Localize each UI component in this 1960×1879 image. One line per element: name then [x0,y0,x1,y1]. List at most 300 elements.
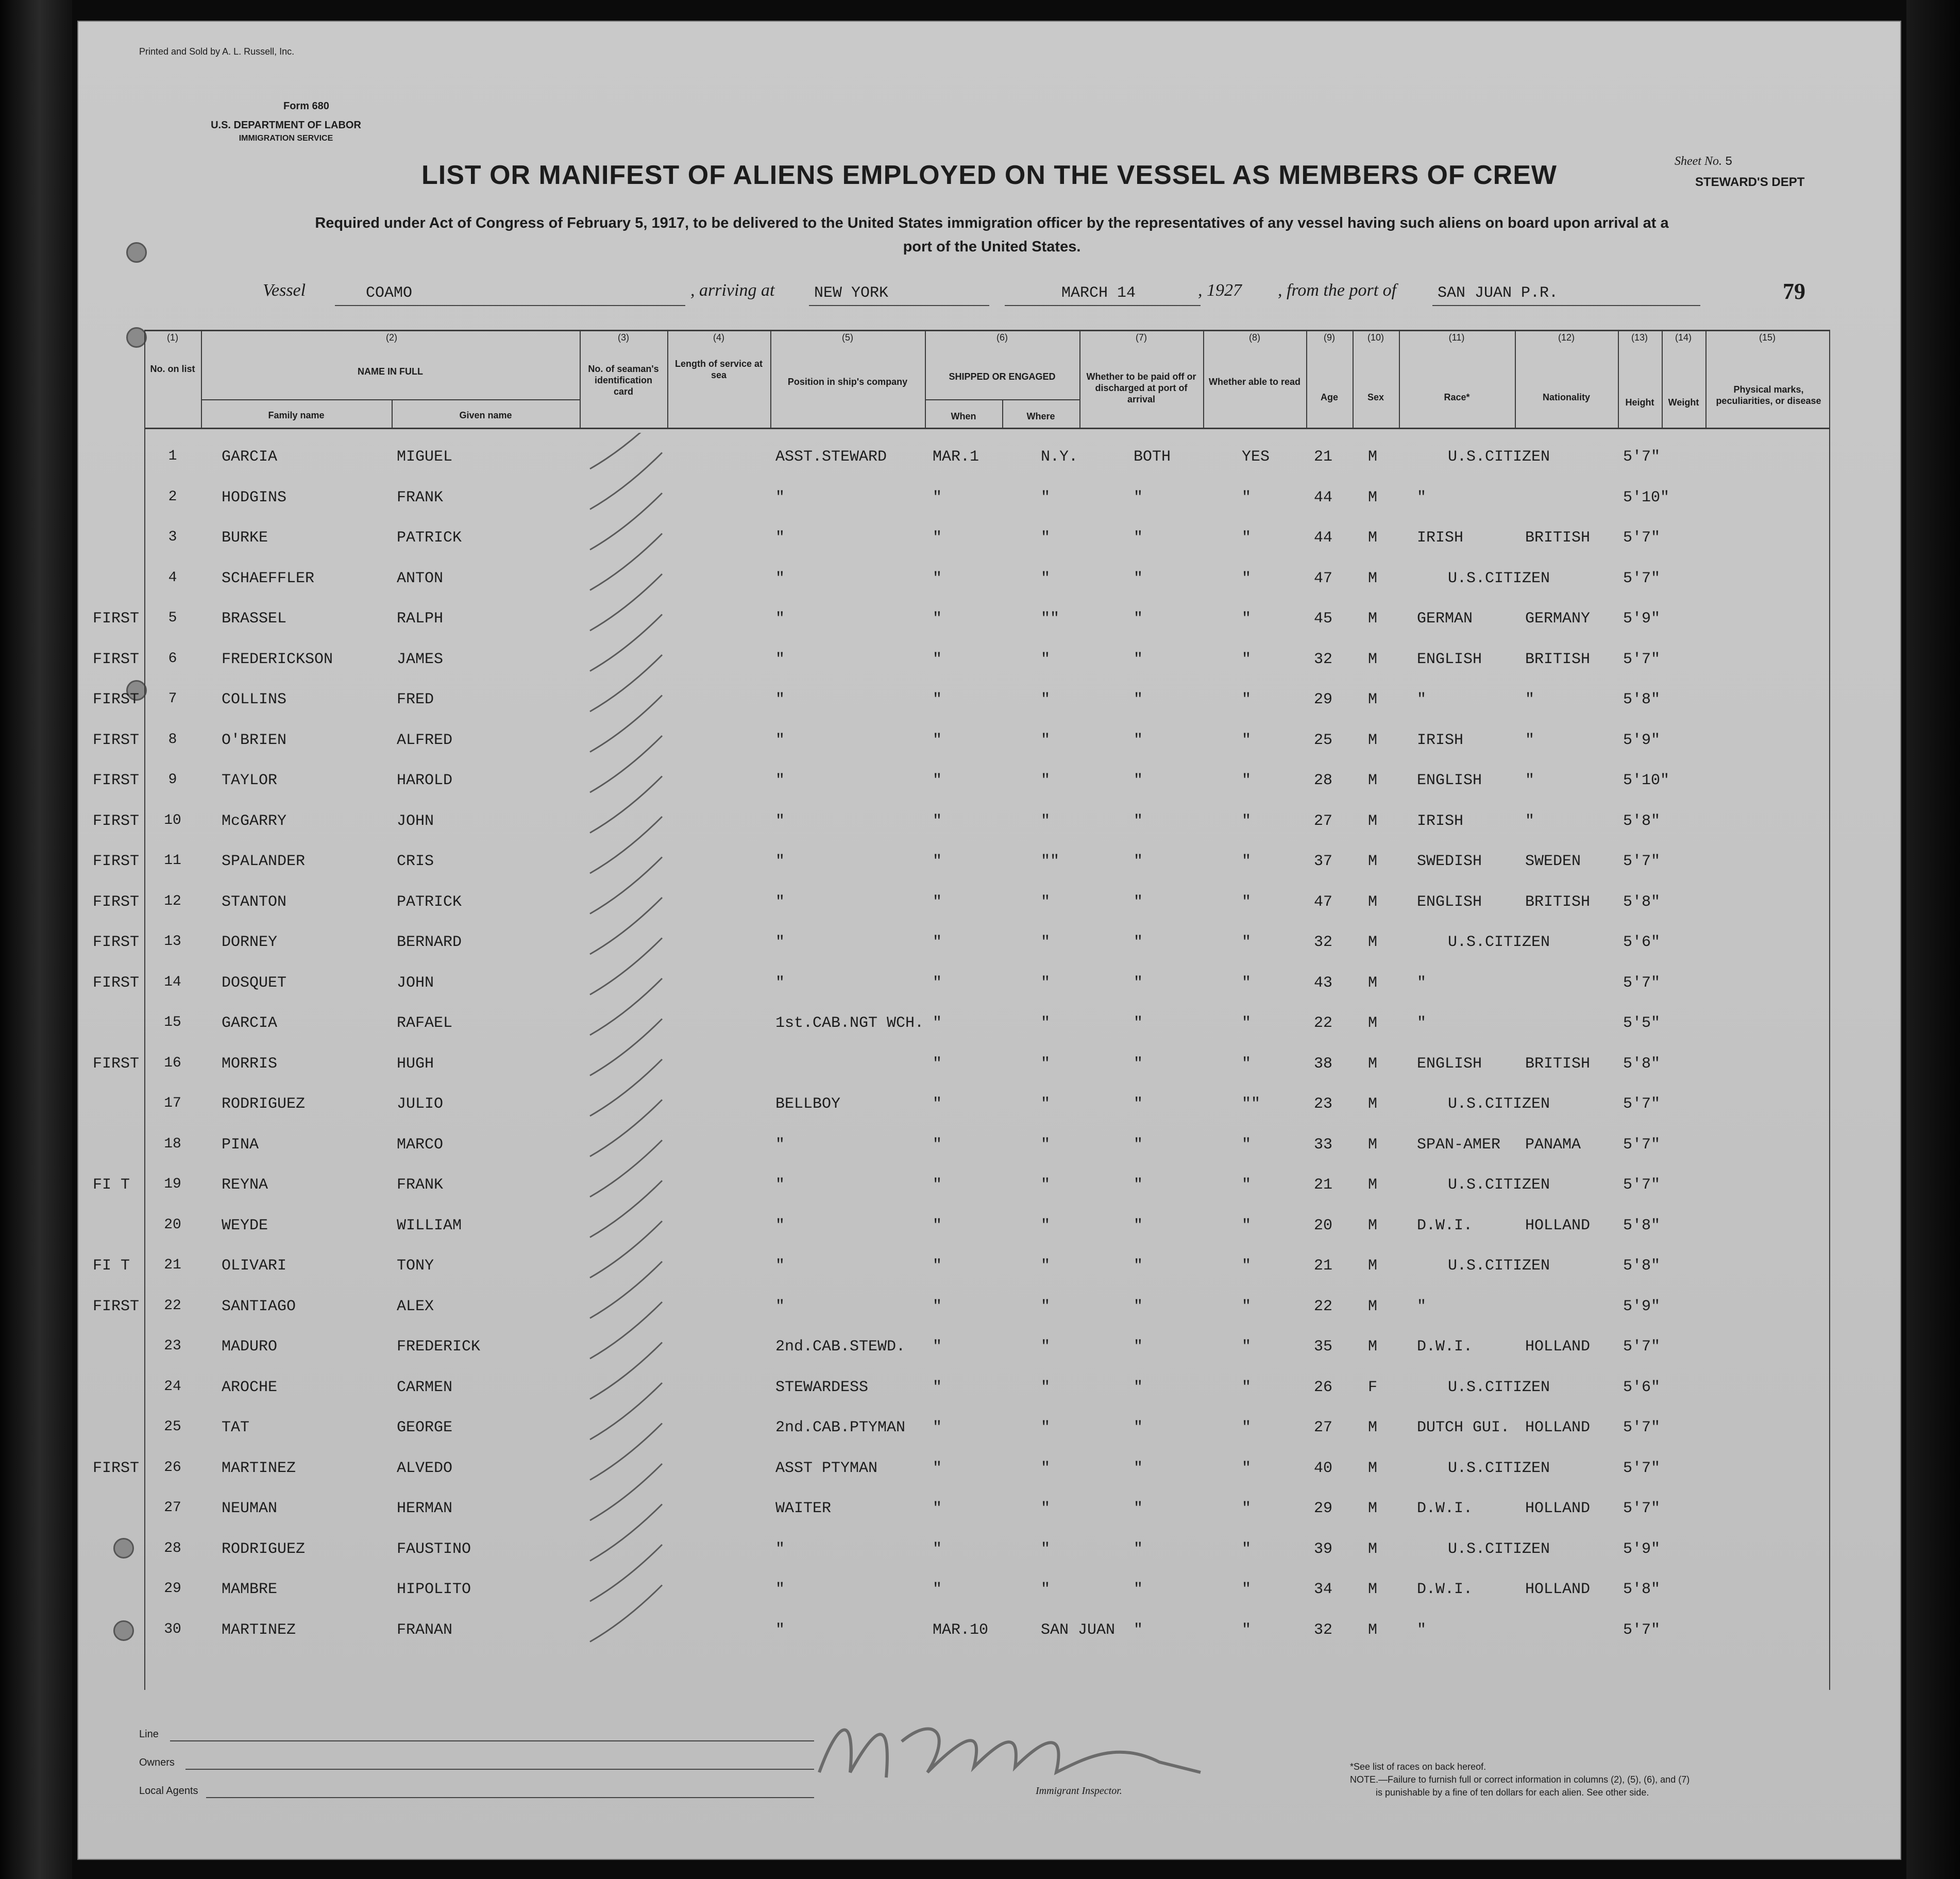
row-number: 10 [164,812,181,828]
position-cell: " [775,1217,785,1234]
family-name-cell: TAT [222,1419,250,1436]
family-name-cell: GARCIA [222,1014,278,1032]
race-cell: " [1417,1621,1427,1639]
column-number: (3) [618,332,629,343]
paid-off-cell: " [1134,974,1143,992]
given-name-cell: PATRICK [397,529,462,547]
when-cell: " [933,1338,942,1356]
when-cell: " [933,1419,942,1436]
family-name-cell: OLIVARI [222,1257,287,1275]
age-cell: 21 [1314,448,1333,466]
age-cell: 45 [1314,610,1333,628]
able-read-cell: " [1242,893,1252,911]
able-read-cell: " [1242,1581,1252,1598]
given-name-cell: RALPH [397,610,444,628]
able-read-cell: " [1242,974,1252,992]
where-cell: " [1041,772,1051,789]
family-name-cell: DORNEY [222,934,278,951]
able-read-cell: " [1242,732,1252,749]
race-cell: U.S.CITIZEN [1448,448,1550,466]
column-divider [1829,330,1830,1690]
header-when: When [951,411,976,421]
subtitle-line-1: Required under Act of Congress of February 5, 1917, to be delivered to the United States immigration officer by the representatives of any vessel having such aliens on board upon arrival at a [315,215,1669,231]
row-number: 24 [164,1379,181,1395]
column-divider [1399,330,1400,428]
position-cell: " [775,934,785,951]
sex-cell: F [1368,1379,1378,1396]
column-number: (7) [1136,332,1147,343]
height-cell: 5'7" [1623,1176,1661,1194]
where-cell: " [1041,1217,1051,1234]
position-cell: " [775,489,785,506]
when-cell: " [933,651,942,668]
row-number: 15 [164,1014,181,1030]
when-cell: " [933,1136,942,1154]
when-cell: " [933,853,942,870]
row-number: 12 [164,893,181,909]
column-number: (13) [1631,332,1648,343]
printer-note: Printed and Sold by A. L. Russell, Inc. [139,46,295,57]
race-cell: ENGLISH [1417,651,1482,668]
race-cell: SWEDISH [1417,853,1482,870]
row-number: 8 [168,732,177,748]
nationality-cell: HOLLAND [1525,1500,1591,1517]
height-cell: 5'9" [1623,732,1661,749]
given-name-cell: JAMES [397,651,444,668]
column-divider [1353,330,1354,428]
when-cell: " [933,529,942,547]
family-name-cell: MARTINEZ [222,1460,296,1477]
nationality-cell: HOLLAND [1525,1217,1591,1234]
header-top-rule [144,330,1829,331]
position-cell: ASST.STEWARD [775,448,887,466]
height-cell: 5'5" [1623,1014,1661,1032]
height-cell: 5'8" [1623,812,1661,830]
column-number: (14) [1675,332,1692,343]
sex-cell: M [1368,529,1378,547]
able-read-cell: " [1242,1176,1252,1194]
inspector-signature [799,1695,1262,1808]
sex-cell: M [1368,1136,1378,1154]
when-cell: " [933,570,942,587]
column-divider [580,330,581,428]
where-cell: " [1041,1014,1051,1032]
able-read-cell: " [1242,1217,1252,1234]
department-block [170,119,402,145]
prefix-cell: FIRST [93,1055,140,1073]
when-cell: " [933,934,942,951]
column-divider [1705,330,1706,428]
sex-cell: M [1368,1095,1378,1113]
race-cell: D.W.I. [1417,1581,1473,1598]
line-rule [170,1740,814,1741]
position-cell: " [775,529,785,547]
where-cell: " [1041,934,1051,951]
nationality-cell: HOLLAND [1525,1581,1591,1598]
able-read-cell: " [1242,1379,1252,1396]
age-cell: 27 [1314,812,1333,830]
nationality-cell: PANAMA [1525,1136,1581,1154]
family-name-cell: HODGINS [222,489,287,506]
where-cell: " [1041,1176,1051,1194]
able-read-cell: " [1242,934,1252,951]
when-cell: " [933,1298,942,1315]
able-read-cell: " [1242,691,1252,708]
header-no-on-list: No. on list [150,364,195,374]
paid-off-cell: " [1134,489,1143,506]
prefix-cell: FI T [93,1257,130,1275]
header-where: Where [1026,411,1055,421]
row-number: 4 [168,570,177,586]
sex-cell: M [1368,853,1378,870]
age-cell: 44 [1314,529,1333,547]
when-cell: " [933,1541,942,1558]
height-cell: 5'9" [1623,1541,1661,1558]
family-name-cell: GARCIA [222,448,278,466]
header-shipped: SHIPPED OR ENGAGED [949,371,1056,382]
given-name-cell: FRANAN [397,1621,453,1639]
row-number: 11 [164,853,181,869]
sex-cell: M [1368,974,1378,992]
sex-cell: M [1368,1338,1378,1356]
row-number: 18 [164,1136,181,1152]
age-cell: 23 [1314,1095,1333,1113]
nationality-cell: BRITISH [1525,651,1591,668]
paid-off-cell: " [1134,610,1143,628]
when-cell: " [933,893,942,911]
from-label: , from the port of [1278,281,1397,300]
column-number: (4) [713,332,724,343]
sex-cell: M [1368,489,1378,506]
nationality-cell: HOLLAND [1525,1338,1591,1356]
race-cell: IRISH [1417,732,1464,749]
paid-off-cell: " [1134,570,1143,587]
row-number: 2 [168,489,177,505]
age-cell: 39 [1314,1541,1333,1558]
column-number: (1) [167,332,178,343]
able-read-cell: " [1242,1298,1252,1315]
race-cell: " [1417,489,1427,506]
header-height: Height [1625,397,1654,408]
prefix-cell: FIRST [93,651,140,668]
family-name-cell: BURKE [222,529,268,547]
position-cell: " [775,1621,785,1639]
position-cell: 2nd.CAB.PTYMAN [775,1419,906,1436]
able-read-cell: " [1242,1055,1252,1073]
sex-cell: M [1368,1621,1378,1639]
race-cell: D.W.I. [1417,1500,1473,1517]
sex-cell: M [1368,1176,1378,1194]
sheet-no-value: 5 [1725,155,1733,169]
family-name-cell: TAYLOR [222,772,278,789]
when-cell: " [933,1014,942,1032]
given-name-cell: JULIO [397,1095,444,1113]
able-read-cell: " [1242,1419,1252,1436]
nationality-cell: " [1525,812,1535,830]
given-name-cell: MIGUEL [397,448,453,466]
nationality-cell: SWEDEN [1525,853,1581,870]
height-cell: 5'8" [1623,1217,1661,1234]
sex-cell: M [1368,1541,1378,1558]
inspector-label: Immigrant Inspector. [1036,1785,1122,1797]
family-name-cell: FREDERICKSON [222,651,333,668]
scan-border-left [0,0,72,1879]
age-cell: 33 [1314,1136,1333,1154]
race-cell: U.S.CITIZEN [1448,1379,1550,1396]
where-cell: " [1041,893,1051,911]
paid-off-cell: " [1134,1095,1143,1113]
prefix-cell: FIRST [93,691,140,708]
paid-off-cell: " [1134,1621,1143,1639]
when-cell: " [933,1460,942,1477]
column-number: (12) [1558,332,1575,343]
when-cell: MAR.10 [933,1621,989,1639]
scan-border-right [1906,0,1960,1879]
position-cell: BELLBOY [775,1095,841,1113]
row-number: 3 [168,529,177,545]
column-number: (9) [1324,332,1335,343]
where-cell: " [1041,529,1051,547]
age-cell: 26 [1314,1379,1333,1396]
where-cell: " [1041,691,1051,708]
paid-off-cell: " [1134,1257,1143,1275]
header-age: Age [1320,392,1338,402]
column-number: (15) [1759,332,1776,343]
able-read-cell: " [1242,812,1252,830]
able-read-cell: " [1242,610,1252,628]
family-name-cell: MARTINEZ [222,1621,296,1639]
paid-off-cell: " [1134,1541,1143,1558]
departure-port: SAN JUAN P.R. [1438,284,1559,302]
age-cell: 38 [1314,1055,1333,1073]
nationality-cell: BRITISH [1525,1055,1591,1073]
form-number: Form 680 [283,100,329,112]
header-length-service: Length of service at sea [674,359,763,380]
race-cell: U.S.CITIZEN [1448,570,1550,587]
sex-cell: M [1368,1500,1378,1517]
given-name-cell: BERNARD [397,934,462,951]
height-cell: 5'7" [1623,1419,1661,1436]
subtitle-line-2: port of the United States. [903,239,1081,255]
family-name-cell: MADURO [222,1338,278,1356]
arrival-port: NEW YORK [814,284,889,302]
age-cell: 37 [1314,853,1333,870]
column-number: (10) [1367,332,1384,343]
pencil-check-strokes [580,433,786,1669]
height-cell: 5'7" [1623,529,1661,547]
paid-off-cell: " [1134,853,1143,870]
paid-off-cell: " [1134,732,1143,749]
when-cell: " [933,1055,942,1073]
position-cell: WAITER [775,1500,832,1517]
underline [1005,305,1201,306]
column-divider [1662,330,1663,428]
footnote-fine: is punishable by a fine of ten dollars for each alien. See other side. [1376,1787,1649,1798]
age-cell: 27 [1314,1419,1333,1436]
sex-cell: M [1368,1055,1378,1073]
given-name-cell: MARCO [397,1136,444,1154]
given-name-cell: ALVEDO [397,1460,453,1477]
paid-off-cell: " [1134,1217,1143,1234]
column-divider [1079,330,1080,428]
position-cell: 2nd.CAB.STEWD. [775,1338,906,1356]
where-cell: " [1041,1581,1051,1598]
age-cell: 29 [1314,691,1333,708]
where-cell: " [1041,974,1051,992]
paid-off-cell: " [1134,812,1143,830]
year-digit: 7 [1233,281,1242,300]
column-divider [1515,330,1516,428]
position-cell: " [775,1298,785,1315]
when-cell: " [933,691,942,708]
position-cell: " [775,732,785,749]
height-cell: 5'9" [1623,1298,1661,1315]
given-name-cell: PATRICK [397,893,462,911]
column-divider [1306,330,1307,428]
prefix-cell: FIRST [93,732,140,749]
when-cell: " [933,812,942,830]
race-cell: " [1417,1014,1427,1032]
paid-off-cell: " [1134,1581,1143,1598]
given-name-cell: RAFAEL [397,1014,453,1032]
nationality-cell: BRITISH [1525,529,1591,547]
paid-off-cell: " [1134,651,1143,668]
when-cell: MAR.1 [933,448,979,466]
given-name-cell: CARMEN [397,1379,453,1396]
nationality-cell: HOLLAND [1525,1419,1591,1436]
name-subdivider [201,399,580,400]
sex-cell: M [1368,651,1378,668]
able-read-cell: " [1242,1500,1252,1517]
race-cell: ENGLISH [1417,772,1482,789]
sex-cell: M [1368,1014,1378,1032]
page-subtitle [155,211,1829,259]
height-cell: 5'6" [1623,1379,1661,1396]
header-able-read: Whether able to read [1208,377,1301,387]
race-cell: " [1417,974,1427,992]
height-cell: 5'9" [1623,610,1661,628]
where-cell: " [1041,1500,1051,1517]
given-name-cell: HUGH [397,1055,434,1073]
age-cell: 43 [1314,974,1333,992]
age-cell: 29 [1314,1500,1333,1517]
family-name-cell: SPALANDER [222,853,306,870]
paid-off-cell: " [1134,1419,1143,1436]
header-weight: Weight [1668,397,1699,408]
header-sex: Sex [1367,392,1384,402]
given-name-cell: HAROLD [397,772,453,789]
able-read-cell: " [1242,1460,1252,1477]
prefix-cell: FIRST [93,934,140,951]
header-race: Race* [1444,392,1470,402]
column-divider [667,330,668,428]
when-cell: " [933,1500,942,1517]
age-cell: 22 [1314,1014,1333,1032]
given-name-cell: TONY [397,1257,434,1275]
manifest-sheet [77,21,1901,1860]
where-cell: N.Y. [1041,448,1078,466]
paid-off-cell: BOTH [1134,448,1171,466]
department-tag: STEWARD'S DEPT [1695,175,1805,189]
prefix-cell: FIRST [93,772,140,789]
position-cell: " [775,772,785,789]
prefix-cell: FIRST [93,1298,140,1315]
age-cell: 28 [1314,772,1333,789]
race-cell: U.S.CITIZEN [1448,1257,1550,1275]
where-cell: " [1041,651,1051,668]
prefix-cell: FIRST [93,974,140,992]
owners-rule [185,1769,814,1770]
race-cell: ENGLISH [1417,1055,1482,1073]
race-cell: U.S.CITIZEN [1448,934,1550,951]
family-name-cell: RODRIGUEZ [222,1095,306,1113]
header-id-card: No. of seaman's identification card [588,364,659,397]
column-number: (5) [842,332,853,343]
height-cell: 5'7" [1623,974,1661,992]
row-number: 20 [164,1217,181,1233]
able-read-cell: " [1242,1257,1252,1275]
where-cell: " [1041,1419,1051,1436]
family-name-cell: McGARRY [222,812,287,830]
able-read-cell: " [1242,1338,1252,1356]
family-name-cell: MORRIS [222,1055,278,1073]
given-name-cell: ALEX [397,1298,434,1315]
given-name-cell: CRIS [397,853,434,870]
when-cell: " [933,1217,942,1234]
when-cell: " [933,974,942,992]
able-read-cell: YES [1242,448,1270,466]
age-cell: 22 [1314,1298,1333,1315]
where-cell: " [1041,1095,1051,1113]
height-cell: 5'8" [1623,1257,1661,1275]
when-cell: " [933,1095,942,1113]
when-cell: " [933,1257,942,1275]
given-name-cell: ALFRED [397,732,453,749]
page-number: 79 [1783,279,1805,304]
where-cell: SAN JUAN [1041,1621,1116,1639]
where-cell: " [1041,489,1051,506]
family-name-cell: DOSQUET [222,974,287,992]
sex-cell: M [1368,772,1378,789]
race-cell: U.S.CITIZEN [1448,1541,1550,1558]
height-cell: 5'8" [1623,893,1661,911]
row-number: 16 [164,1055,181,1071]
line-label: Line [139,1729,159,1740]
prefix-cell: FIRST [93,610,140,628]
department-name: U.S. DEPARTMENT OF LABOR [211,120,361,131]
paid-off-cell: " [1134,1500,1143,1517]
row-number: 29 [164,1581,181,1597]
paid-off-cell: " [1134,893,1143,911]
paid-off-cell: " [1134,691,1143,708]
sex-cell: M [1368,1460,1378,1477]
paid-off-cell: " [1134,1014,1143,1032]
header-nationality: Nationality [1542,392,1590,402]
when-cell: " [933,732,942,749]
binder-hole [113,1620,134,1641]
header-family-name: Family name [268,410,325,420]
nationality-cell: " [1525,772,1535,789]
age-cell: 47 [1314,893,1333,911]
family-name-cell: PINA [222,1136,259,1154]
race-cell: " [1417,691,1427,708]
where-cell: " [1041,1338,1051,1356]
given-name-cell: FRANK [397,1176,444,1194]
where-cell: " [1041,812,1051,830]
given-name-cell: FRED [397,691,434,708]
nationality-cell: " [1525,732,1535,749]
column-number: (6) [996,332,1008,343]
